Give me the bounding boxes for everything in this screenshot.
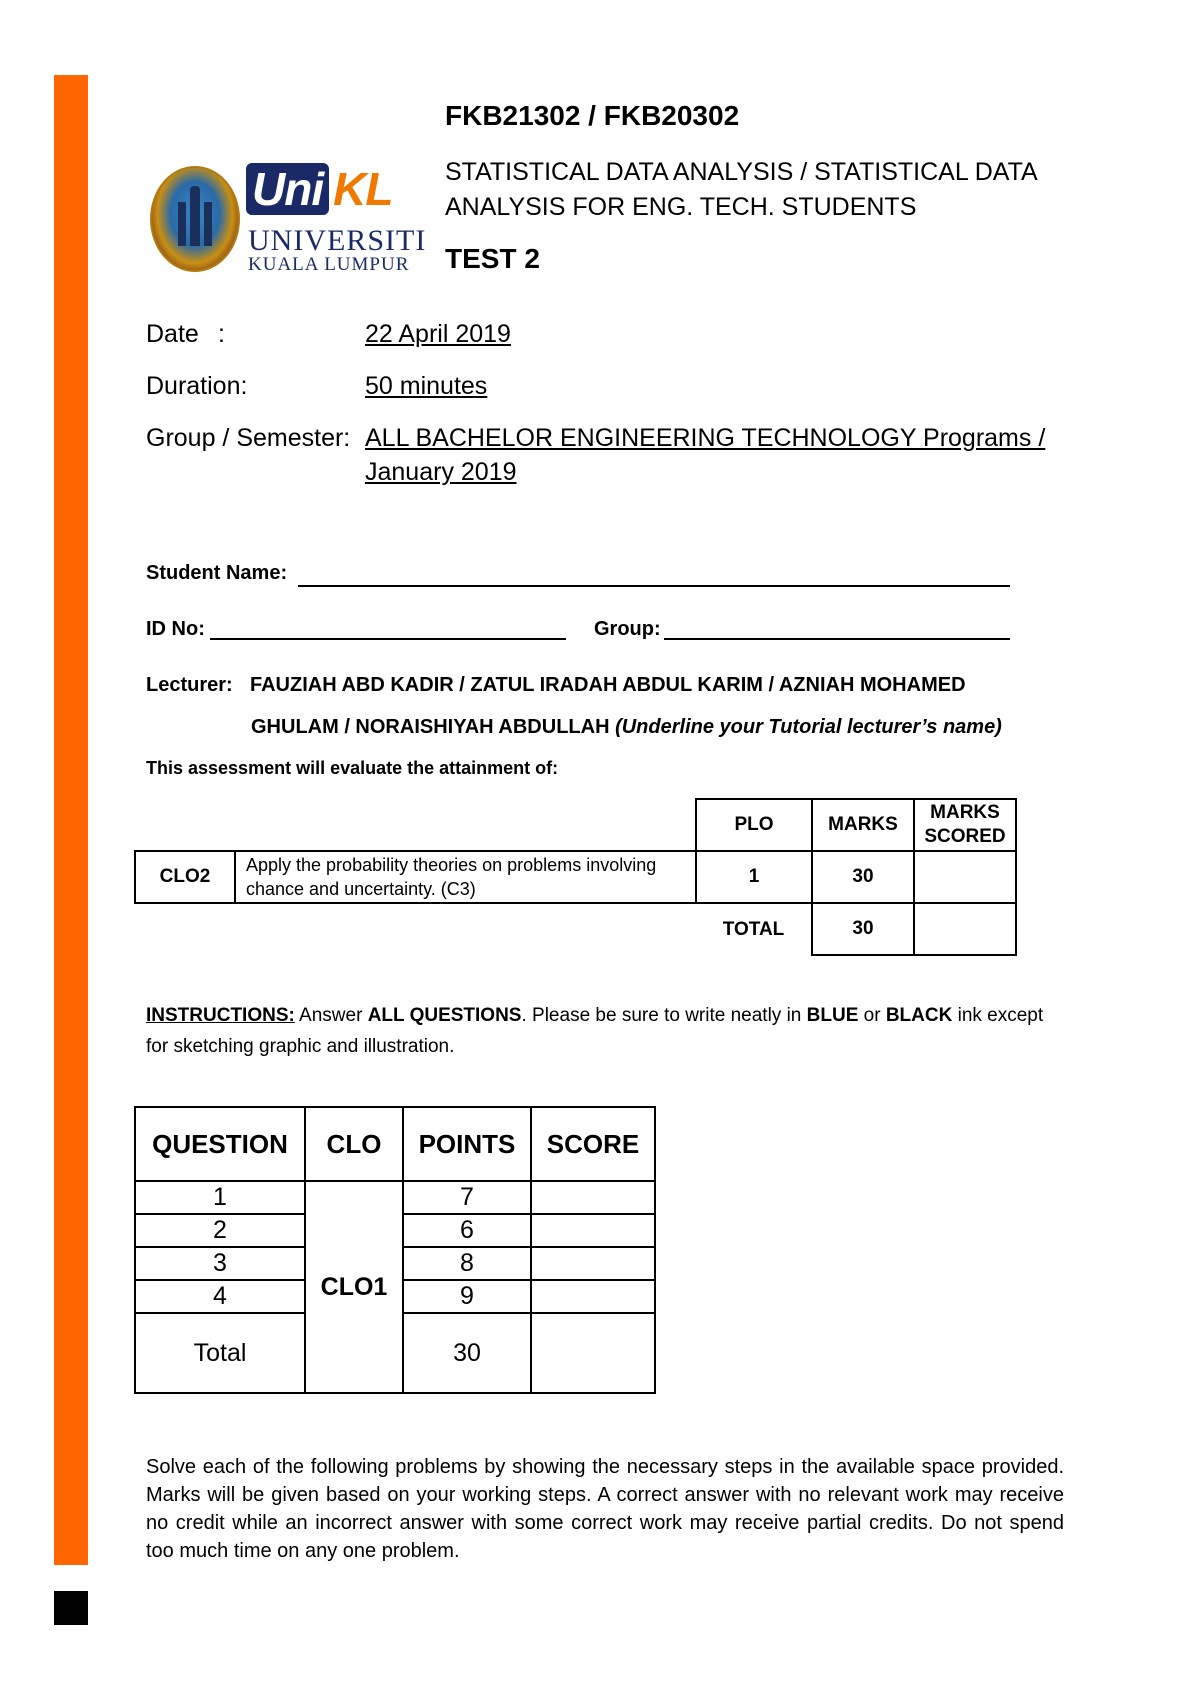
question-header: QUESTION (135, 1107, 305, 1181)
marks-header: MARKS (812, 799, 914, 851)
student-name-field[interactable] (298, 585, 1010, 587)
course-title: STATISTICAL DATA ANALYSIS / STATISTICAL DATA ANALYSIS FOR ENG. TECH. STUDENTS (445, 158, 1038, 221)
instructions-label: INSTRUCTIONS: (146, 1005, 295, 1026)
question-number: 2 (135, 1214, 305, 1247)
duration-value: 50 minutes (365, 372, 488, 400)
date-value: 22 April 2019 (365, 320, 511, 348)
logo-brand: Uni KL (246, 162, 392, 216)
group-semester-label: Group / Semester: (146, 424, 351, 452)
clo-header: CLO (305, 1107, 403, 1181)
group-semester-value-line2: January 2019 (365, 458, 517, 486)
clo-code: CLO2 (135, 851, 235, 903)
assessment-heading: This assessment will evaluate the attainment of: (146, 758, 559, 778)
clo-value: CLO1 (305, 1181, 403, 1393)
total-points: 30 (403, 1313, 531, 1393)
points-header: POINTS (403, 1107, 531, 1181)
solve-instructions: Solve each of the following problems by showing the necessary steps in the available space provided. Marks will be given based on your working steps. A correct answer with no relevant work may receive no credit while an incorrect answer with some correct work may receive partial credits. Do not spend too much time on any one problem. (146, 1456, 1064, 1562)
total-scored-cell[interactable] (914, 903, 1016, 955)
question-points: 6 (403, 1214, 531, 1247)
lecturer-label: Lecturer: (146, 674, 233, 696)
marks-scored-header: MARKS SCORED (914, 799, 1016, 851)
unikl-logo (150, 160, 427, 275)
score-cell[interactable] (531, 1214, 655, 1247)
total-row-label: Total (135, 1313, 305, 1393)
group-semester-value-line1: ALL BACHELOR ENGINEERING TECHNOLOGY Programs / (365, 424, 1046, 452)
group-field[interactable] (664, 638, 1010, 640)
date-colon: : (218, 320, 225, 348)
score-header: SCORE (531, 1107, 655, 1181)
instructions: INSTRUCTIONS: Answer ALL QUESTIONS. Please be sure to write neatly in BLUE or BLACK ink except for sketching graphic and illustration. (146, 1005, 1044, 1057)
plo-value: 1 (696, 851, 812, 903)
lecturer-note: (Underline your Tutorial lecturer’s name) (615, 716, 1002, 738)
group-label: Group: (594, 618, 661, 640)
test-title: TEST 2 (445, 243, 540, 274)
id-no-label: ID No: (146, 618, 205, 640)
logo-line-universiti: UNIVERSITI (248, 224, 427, 257)
clo-attainment-table (134, 798, 1017, 956)
black-square-marker (54, 1591, 88, 1625)
lecturer-names-line1: FAUZIAH ABD KADIR / ZATUL IRADAH ABDUL KARIM / AZNIAH MOHAMED (250, 674, 966, 696)
question-points: 7 (403, 1181, 531, 1214)
question-points: 9 (403, 1280, 531, 1313)
total-score-cell[interactable] (531, 1313, 655, 1393)
date-label: Date (146, 320, 199, 348)
total-marks: 30 (812, 903, 914, 955)
plo-header: PLO (696, 799, 812, 851)
question-number: 1 (135, 1181, 305, 1214)
marks-scored-cell[interactable] (914, 851, 1016, 903)
student-name-label: Student Name: (146, 562, 288, 584)
total-label: TOTAL (722, 918, 785, 940)
question-number: 4 (135, 1280, 305, 1313)
marks-value: 30 (812, 851, 914, 903)
question-score-table (134, 1106, 656, 1394)
score-cell[interactable] (531, 1280, 655, 1313)
lecturer-names-line2: GHULAM / NORAISHIYAH ABDULLAH (Underline your Tutorial lecturer’s name) (251, 716, 1002, 738)
university-seal-icon (150, 166, 240, 272)
logo-line-kuala-lumpur: KUALA LUMPUR (248, 254, 410, 275)
course-code: FKB21302 / FKB20302 (445, 100, 740, 131)
question-points: 8 (403, 1247, 531, 1280)
duration-label: Duration: (146, 372, 248, 400)
clo-description: Apply the probability theories on problems involving chance and uncertainty. (C3) (235, 851, 696, 903)
score-cell[interactable] (531, 1181, 655, 1214)
score-cell[interactable] (531, 1247, 655, 1280)
orange-side-bar (54, 75, 88, 1565)
id-no-field[interactable] (210, 638, 566, 640)
question-number: 3 (135, 1247, 305, 1280)
